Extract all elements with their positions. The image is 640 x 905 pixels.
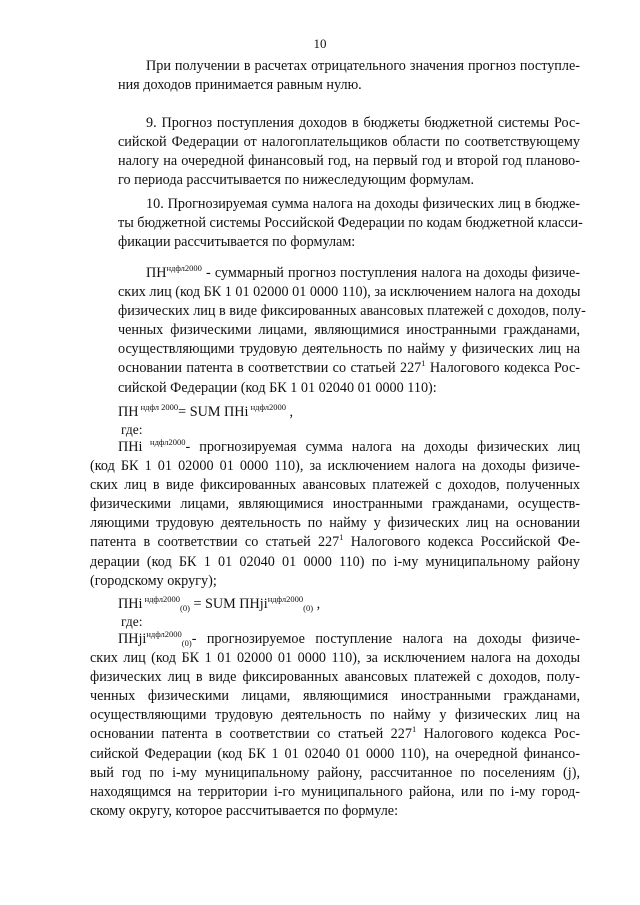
formula-superscript: ндфл2000	[267, 594, 304, 604]
text-fragment: Налогового кодекса Рос-	[416, 726, 580, 743]
text-line: вый год по i-му муниципальному району, рассчитанное по поселениям (j),	[90, 764, 580, 781]
text-line: ты бюджетной системы Российской Федерации по кодам бюджетной класси-	[118, 215, 583, 232]
text-line: находящимся на территории i-го муниципального района, или по i-му город-	[90, 783, 580, 800]
formula-superscript: ндфл2000	[142, 437, 186, 447]
formula-lhs: ПН	[118, 404, 139, 420]
text-line: ченных физическими лицами, являющимися иностранными гражданами,	[118, 322, 580, 339]
text-line: При получении в расчетах отрицательного значения прогноз поступле-	[146, 58, 580, 74]
text-line: физических лиц в виде фиксированных авансовых платежей с доходов, полу-	[90, 669, 580, 686]
formula-2	[118, 595, 320, 614]
formula-symbol: ПНi	[118, 439, 143, 455]
paragraph-9	[118, 114, 580, 190]
formula-subscript: (0)	[181, 638, 192, 648]
formula-subscript: (0)	[303, 603, 314, 613]
formula-superscript: ндфл2000	[166, 263, 202, 273]
text-line: 10. Прогнозируемая сумма налога на доходы физических лиц в бюдже-	[146, 196, 580, 212]
formula-symbol: ПНji	[118, 631, 147, 647]
text-line: физическими лицами, являющимися иностранными гражданами, осуществ-	[90, 496, 580, 513]
article-superscript: 1	[411, 724, 417, 735]
text-fragment: - суммарный прогноз поступления налога на доходы физиче-	[201, 265, 580, 281]
definition-first-line	[118, 264, 580, 283]
text-line: дерации (код БК 1 01 02040 01 0000 110) по i-му муниципальному району	[90, 553, 580, 570]
article-line	[90, 533, 580, 552]
formula-superscript: ндфл2000	[146, 629, 182, 639]
definition-pnji	[90, 629, 580, 821]
formula-sum: = SUM ПНi	[178, 404, 249, 420]
text-line: ских лиц (код БК 1 01 02000 01 0000 110), за исключением налога на доходы	[118, 284, 581, 301]
formula-1	[118, 403, 293, 422]
article-superscript: 1	[339, 532, 344, 543]
text-line: го периода рассчитывается по нижеследующим формулам.	[118, 172, 475, 189]
text-line: налогу на очередной финансовый год, на первый год и второй год планово-	[118, 153, 580, 170]
text-line: сийской Федерации от налогоплательщиков области по соответствующему	[118, 134, 580, 151]
definition-pni	[90, 437, 580, 591]
text-line: физических лиц в виде фиксированных авансовых платежей с доходов, полу-	[118, 303, 586, 320]
formula-lhs: ПНi	[118, 596, 143, 612]
text-line: ских лиц (код БК 1 01 02000 01 0000 110), за исключением налога на доходы	[90, 650, 580, 667]
article-line	[118, 359, 580, 378]
text-line: осуществляющими трудовую деятельность по найму у физических лиц на	[118, 341, 580, 358]
text-line: (код БК 1 01 02000 01 0000 110), за исключением налога на доходы физиче-	[90, 458, 580, 475]
where-label: где:	[121, 614, 143, 629]
article-line	[90, 725, 580, 744]
text-fragment: - прогнозируемое поступление налога на доходы физиче-	[191, 631, 580, 647]
definition-pn	[118, 263, 586, 398]
text-line: фикации рассчитывается по формулам:	[118, 234, 356, 251]
formula-sum: = SUM ПНji	[189, 596, 268, 612]
text-line: 9. Прогноз поступления доходов в бюджеты бюджетной системы Рос-	[146, 115, 580, 131]
text-fragment: патента в соответствии со статьей 227	[90, 534, 340, 551]
text-fragment: основании патента в соответствии со статьей 227	[90, 726, 412, 743]
page-number: 10	[313, 36, 327, 51]
article-superscript: 1	[421, 358, 426, 369]
text-line: ченных физическими лицами, являющимися иностранными гражданами,	[90, 688, 580, 705]
where-label: где:	[121, 422, 143, 437]
text-fragment: - прогнозируемая сумма налога на доходы физических лиц	[185, 439, 580, 455]
definition-first-line	[118, 438, 580, 457]
text-line: скому округу, которое рассчитывается по формуле:	[90, 802, 399, 819]
text-fragment: Налогового кодекса Рос-	[425, 360, 581, 377]
definition-first-line	[118, 630, 580, 649]
formula-symbol: ПН	[146, 265, 167, 281]
text-line: осуществляющими трудовую деятельность по найму у физических лиц на	[90, 707, 580, 724]
formula-tail: ,	[313, 596, 321, 612]
formula-superscript: ндфл 2000	[138, 402, 179, 412]
text-fragment: Налогового кодекса Российской Фе-	[343, 534, 580, 551]
formula-superscript: ндфл2000	[248, 402, 286, 412]
text-line: ляющими трудовую деятельность по найму у физических лиц на основании	[90, 515, 580, 532]
text-line: (городскому округу);	[90, 572, 217, 589]
text-line: ских лиц в виде фиксированных авансовых платежей с доходов, полученных	[90, 477, 580, 494]
formula-tail: ,	[286, 404, 294, 420]
text-fragment: основании патента в соответствии со статьей 227	[118, 360, 422, 377]
formula-subscript: (0)	[179, 603, 190, 613]
text-line: сийской Федерации (код БК 1 01 02040 01 0000 110), на очередной финансо-	[90, 745, 580, 762]
text-line: сийской Федерации (код БК 1 01 02040 01 0000 110):	[118, 379, 437, 396]
paragraph-negative-value	[118, 57, 580, 95]
paragraph-10	[118, 195, 583, 252]
text-line: ния доходов принимается равным нулю.	[118, 77, 362, 94]
formula-superscript: ндфл2000	[142, 594, 180, 604]
